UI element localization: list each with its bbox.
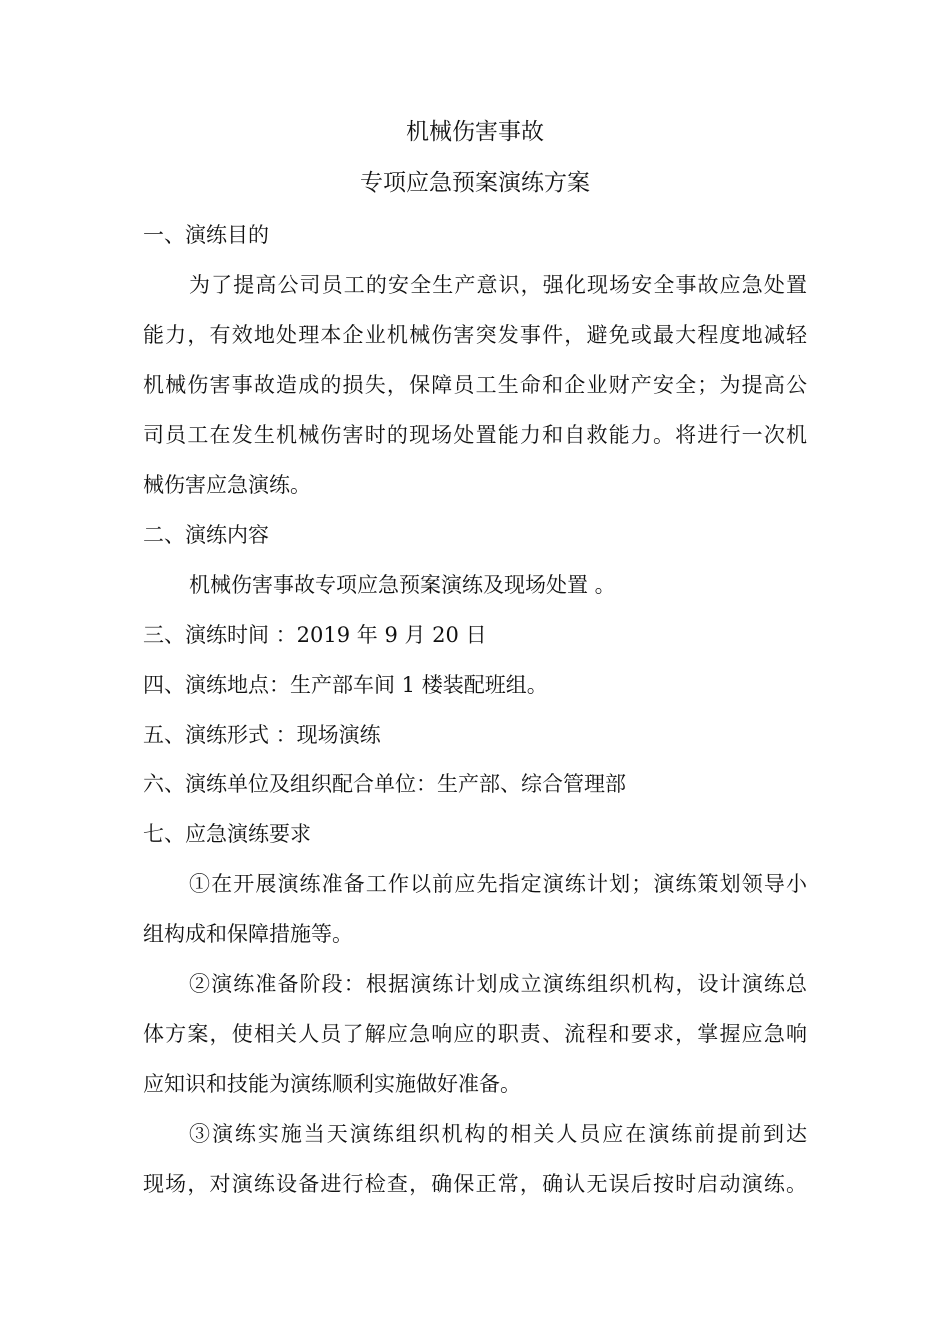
requirement-line: ③演练实施当天演练组织机构的相关人员应在演练前提前到达 <box>189 1122 807 1146</box>
requirement-line: ②演练准备阶段：根据演练计划成立演练组织机构，设计演练总 <box>189 972 807 996</box>
section-heading-purpose: 一、演练目的 <box>143 223 269 247</box>
requirement-line: 现场，对演练设备进行检查，确保正常，确认无误后按时启动演练。 <box>143 1172 807 1196</box>
paragraph-line: 为了提高公司员工的安全生产意识，强化现场安全事故应急处置 <box>189 273 807 297</box>
document-title-line1: 机械伤害事故 <box>406 119 544 145</box>
section-heading-content: 二、演练内容 <box>143 523 269 547</box>
paragraph-line: 机械伤害事故造成的损失，保障员工生命和企业财产安全；为提高公 <box>143 373 807 397</box>
requirement-line: 应知识和技能为演练顺利实施做好准备。 <box>143 1072 521 1096</box>
section-time: 三、演练时间 ：2019 年 9 月 20 日 <box>143 623 487 647</box>
section-heading-requirements: 七、应急演练要求 <box>143 822 311 846</box>
section-units: 六、演练单位及组织配合单位：生产部、综合管理部 <box>143 772 626 796</box>
requirement-line: 体方案，使相关人员了解应急响应的职责、流程和要求，掌握应急响 <box>143 1022 807 1046</box>
section-form: 五、演练形式 ：现场演练 <box>143 723 381 747</box>
paragraph-line: 司员工在发生机械伤害时的现场处置能力和自救能力。将进行一次机 <box>143 423 807 447</box>
paragraph-line: 能力，有效地处理本企业机械伤害突发事件，避免或最大程度地减轻 <box>143 323 807 347</box>
paragraph-line: 机械伤害事故专项应急预案演练及现场处置 。 <box>189 573 616 597</box>
paragraph-line: 械伤害应急演练。 <box>143 473 311 497</box>
requirement-line: 组构成和保障措施等。 <box>143 922 353 946</box>
requirement-line: ①在开展演练准备工作以前应先指定演练计划；演练策划领导小 <box>189 872 807 896</box>
section-location: 四、演练地点：生产部车间 1 楼装配班组。 <box>143 673 548 697</box>
document-title-line2: 专项应急预案演练方案 <box>360 170 590 196</box>
